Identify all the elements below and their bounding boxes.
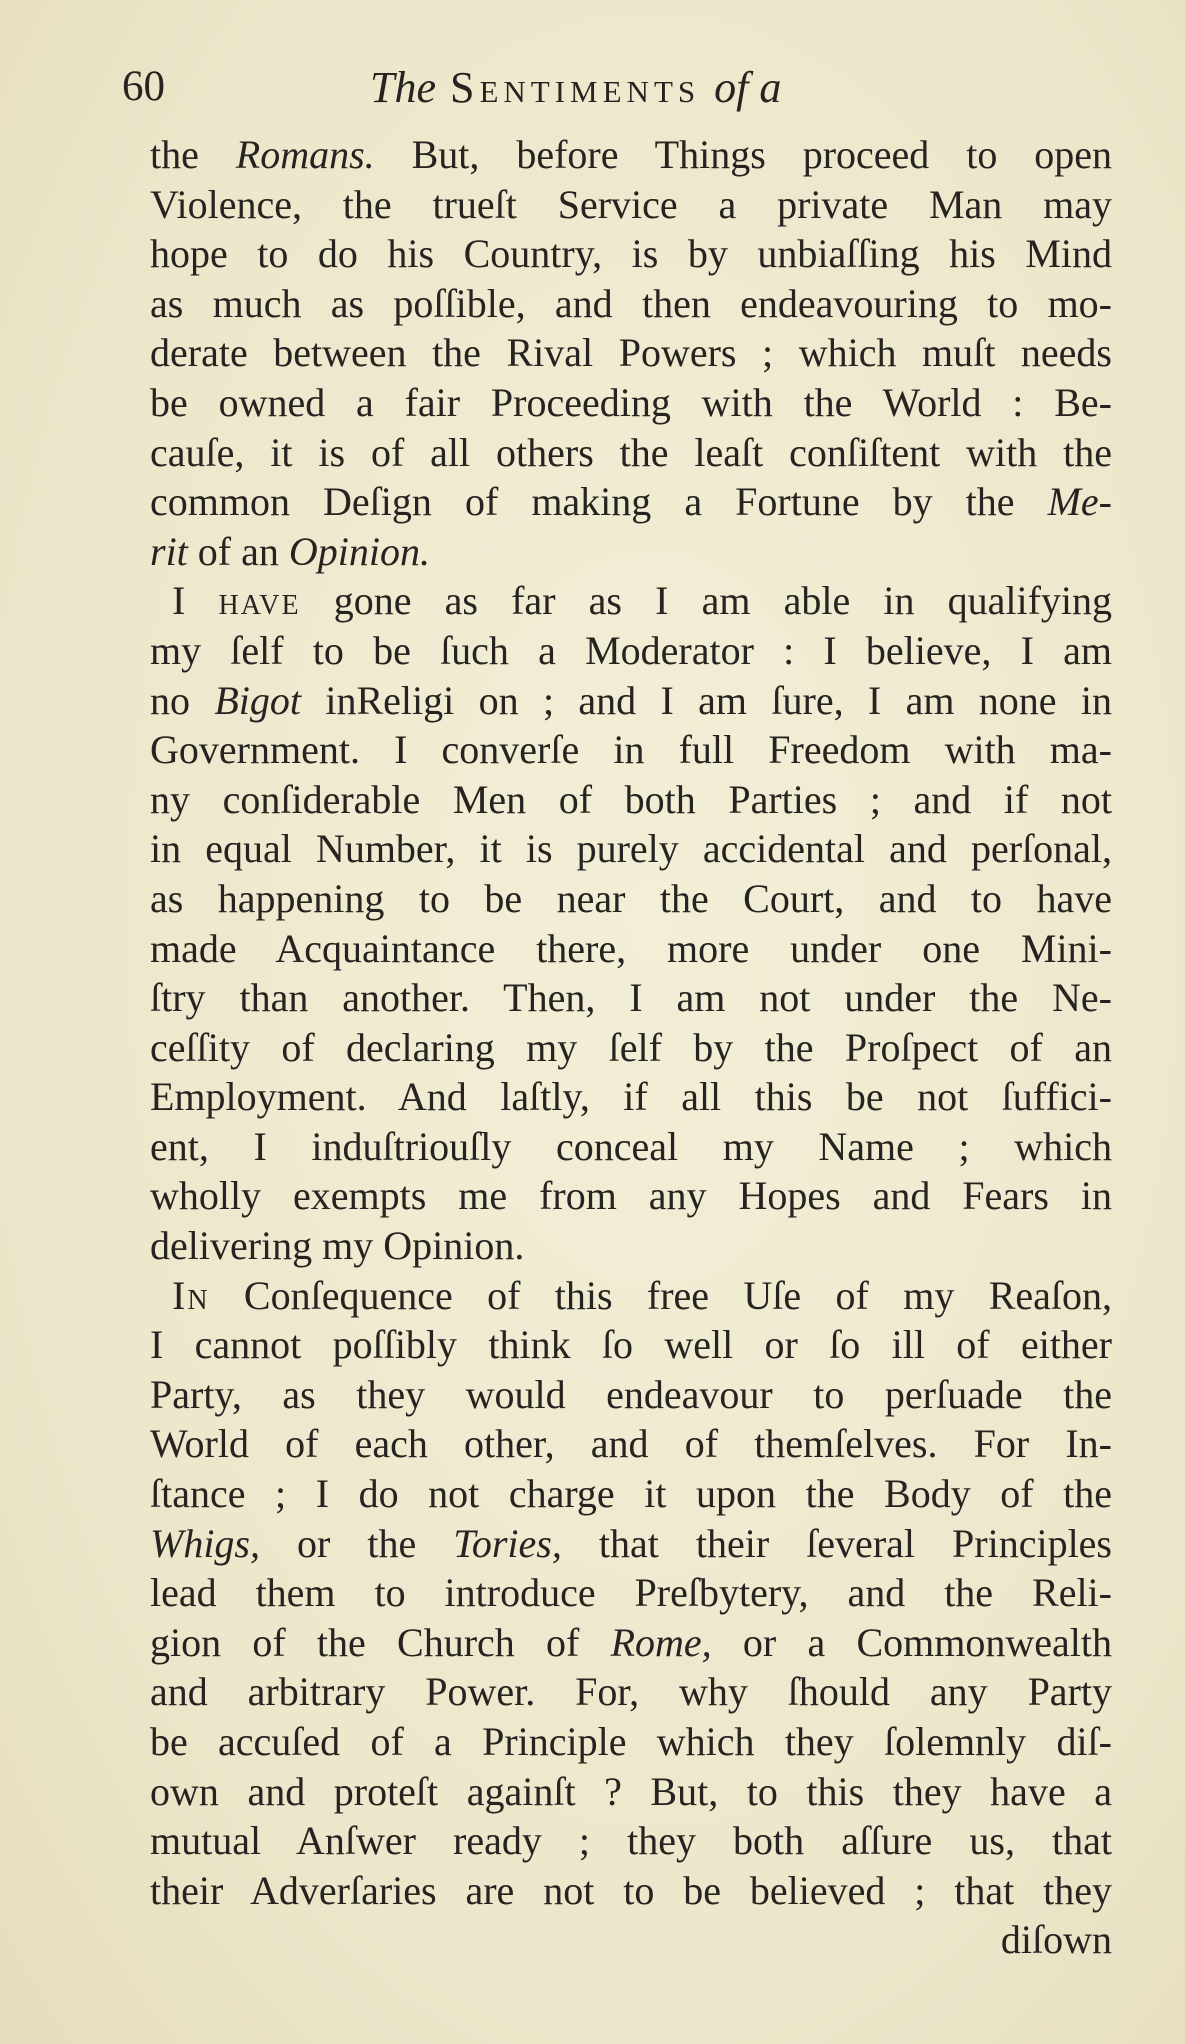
italic-word: Tories, [453,1520,562,1566]
text-span: gion of the Church of [150,1619,611,1665]
text-line: be owned a fair Proceeding with the World : Be- [150,379,1112,425]
text-span: gone as far as I am able in qualifying [300,578,1112,624]
text-line: ſtance ; I do not charge it upon the Body of the [150,1471,1112,1517]
text-line [150,130,1112,180]
text-span: or the [260,1520,454,1566]
text-line: ent, I induſtriouſly conceal my Name ; which [150,1123,1112,1169]
running-head-of-a: of a [714,63,782,112]
text-line: mutual Anſwer ready ; they both aſſure us, that [150,1818,1112,1864]
text-line: as happening to be near the Court, and to have [150,875,1112,921]
text-span: But, before Things proceed to open [374,132,1112,177]
text-span: common Deſign of making a Fortune by the [150,479,1048,525]
text-line [150,477,1112,527]
text-line [150,1618,1112,1668]
italic-word: Bigot [214,677,302,723]
text-line [150,676,1112,726]
text-line: in equal Number, it is purely accidental and perſonal, [150,826,1112,872]
text-line: own and proteſt againſt ? But, to this they have a [150,1768,1112,1814]
text-line: be accuſed of a Principle which they ſolemnly diſ- [150,1719,1112,1764]
text-line: as much as poſſible, and then endeavouring to mo- [150,280,1112,326]
running-head [370,62,781,113]
page-number: 60 [122,63,165,110]
italic-word: Romans. [235,132,375,177]
catchword: diſown [1000,1917,1112,1963]
text-span: the [150,132,236,177]
text-line: World of each other, and of themſelves. For In- [150,1421,1112,1467]
italic-word: Rome, [610,1619,712,1665]
text-span: inReligi on ; and I am ſure, I am none in [301,677,1112,723]
text-line [150,576,1112,626]
text-span: of an [187,528,289,574]
text-line: lead them to introduce Preſbytery, and the Reli- [150,1570,1112,1616]
text-line: Violence, the trueſt Service a private Man may [150,181,1112,227]
text-line: made Acquaintance there, more under one Mini- [150,925,1112,971]
italic-word: Opinion. [288,528,430,574]
text-span: that their ſeveral Principles [561,1520,1112,1566]
text-line: ceſſity of declaring my ſelf by the Proſpect of an [150,1024,1112,1070]
text-line: and arbitrary Power. For, why ſhould any Party [150,1669,1112,1715]
page-header [122,62,1122,122]
text-line: their Adverſaries are not to be believed ; that they [150,1867,1112,1913]
text-line [150,1271,1112,1321]
text-span: Conſequence of this free Uſe of my Reaſon, [209,1272,1112,1318]
small-caps-word: In [172,1272,210,1318]
text-line: my ſelf to be ſuch a Moderator : I believe, I am [150,627,1112,673]
italic-word: Whigs, [150,1520,260,1566]
italic-word: Me- [1047,479,1112,525]
small-caps-word: have [218,578,301,624]
text-line: ny conſiderable Men of both Parties ; and if not [150,776,1112,822]
text-line: Government. I converſe in full Freedom with ma- [150,727,1112,773]
text-line: hope to do his Country, is by unbiaſſing his Mind [150,231,1112,277]
text-line: delivering my Opinion. [150,1223,525,1269]
text-span: no [150,677,215,723]
text-line: ſtry than another. Then, I am not under the Ne- [150,975,1112,1021]
text-line: cauſe, it is of all others the leaſt conſiſtent with the [150,429,1112,475]
text-line [150,527,1112,577]
text-line [150,1519,1112,1569]
running-head-sentiments: Sentiments [450,63,701,112]
body-text [150,130,1112,1965]
text-span: or a Commonwealth [711,1619,1112,1665]
running-head-the: The [370,63,436,112]
italic-word: rit [150,528,188,574]
text-span: I [172,578,219,624]
text-line: wholly exempts me from any Hopes and Fears in [150,1173,1112,1219]
text-line: I cannot poſſibly think ſo well or ſo ill of either [150,1322,1112,1368]
text-line: derate between the Rival Powers ; which muſt needs [150,330,1112,376]
text-line: Party, as they would endeavour to perſuade the [150,1371,1112,1417]
text-line: Employment. And laſtly, if all this be not ſuffici- [150,1074,1112,1120]
